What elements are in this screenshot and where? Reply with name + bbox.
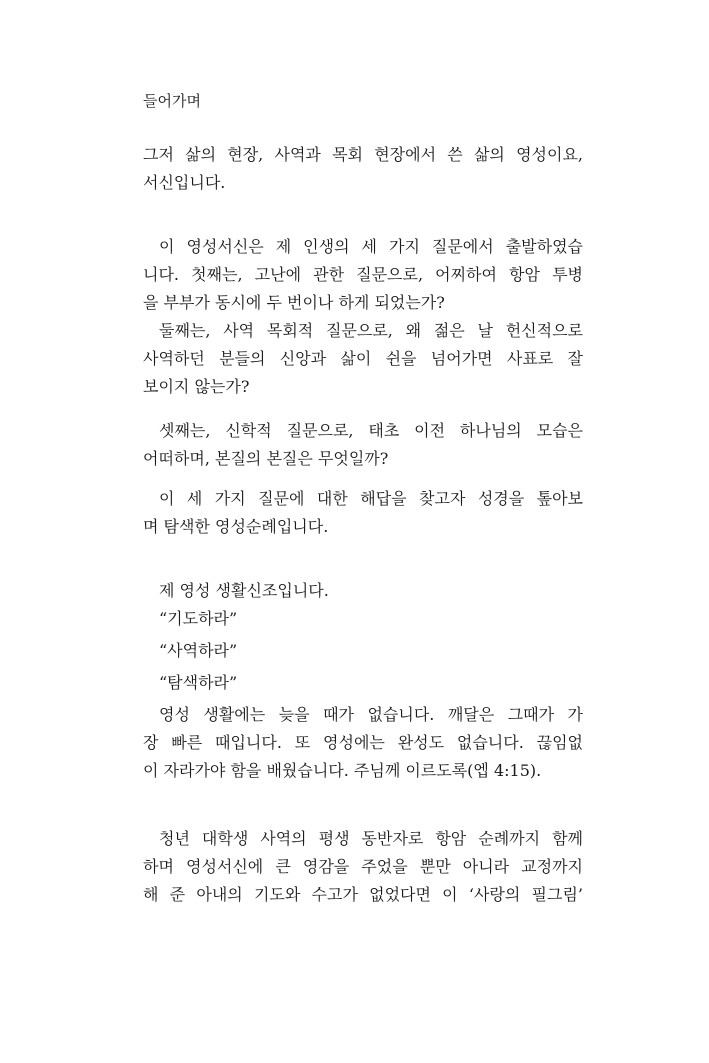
text-line: 이 영성서신은 제 인생의 세 가지 질문에서 출발하였습 [143,237,583,256]
text-line: 이 자라가야 함을 배웠습니다. 주님께 이르도록(엡 4:15). [143,761,542,780]
section-heading: 들어가며 [143,92,201,110]
text-line: 하며 영성서신에 큰 영감을 주었을 뿐만 아니라 교정까지 [143,857,583,876]
text-line: 을 부부가 동시에 두 번이나 하게 되었는가? [143,293,445,312]
text-line: 해 준 아내의 기도와 수고가 없었다면 이 ‘사랑의 필그림’ [143,885,583,904]
text-line: 며 탐색한 영성순례입니다. [143,517,329,536]
text-line: 어떠하며, 본질의 본질은 무엇일까? [143,449,389,468]
text-line: 이 세 가지 질문에 대한 해답을 찾고자 성경을 톺아보 [143,489,583,508]
text-line: “탐색하라” [143,673,238,692]
text-line: 보이지 않는가? [143,377,250,396]
text-line: 둘째는, 사역 목회적 질문으로, 왜 젊은 날 헌신적으로 [143,321,583,340]
text-line: “기도하라” [143,609,238,628]
text-line: 서신입니다. [143,173,226,192]
text-line: 영성 생활에는 늦을 때가 없습니다. 깨달은 그때가 가 [143,705,583,724]
text-line: 사역하던 분들의 신앙과 삶이 쉰을 넘어가면 사표로 잘 [143,349,583,368]
text-line: 제 영성 생활신조입니다. [143,581,329,600]
text-line: “사역하라” [143,641,238,660]
text-line: 셋째는, 신학적 질문으로, 태초 이전 하나님의 모습은 [143,421,583,440]
text-line: 청년 대학생 사역의 평생 동반자로 항암 순례까지 함께 [143,829,583,848]
text-line: 장 빠른 때입니다. 또 영성에는 완성도 없습니다. 끊임없 [143,733,583,752]
text-line: 니다. 첫째는, 고난에 관한 질문으로, 어찌하여 항암 투병 [143,265,583,284]
text-line: 그저 삶의 현장, 사역과 목회 현장에서 쓴 삶의 영성이요, [143,145,583,164]
